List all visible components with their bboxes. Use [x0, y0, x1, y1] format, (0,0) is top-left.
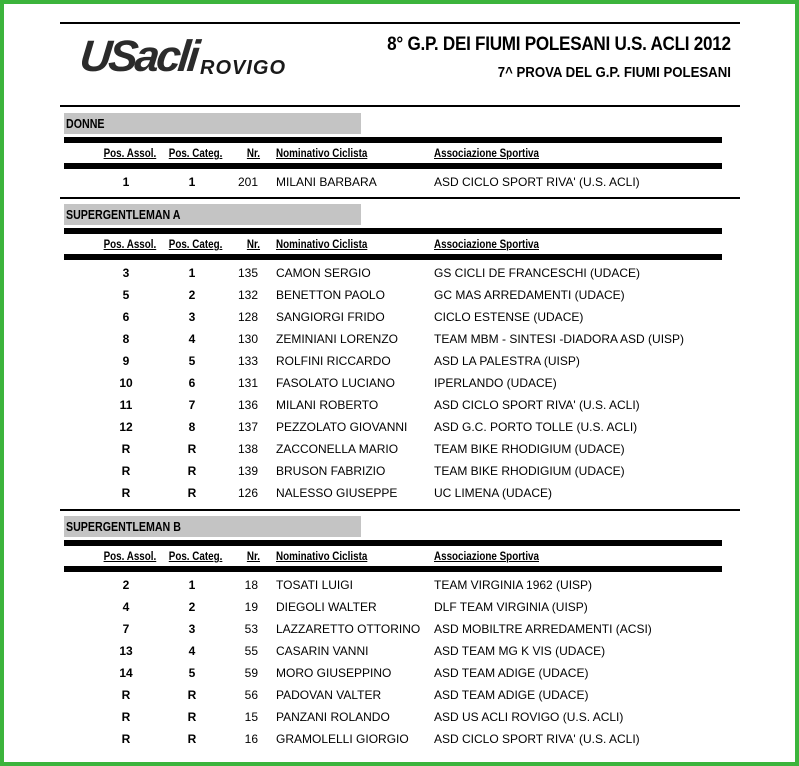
association: GS CICLI DE FRANCESCHI (UDACE) [434, 266, 641, 280]
pos-assol: R [121, 688, 131, 702]
pos-assol: R [121, 464, 131, 478]
pos-categ: 4 [188, 644, 196, 658]
race-number: 15 [244, 710, 258, 724]
association: TEAM BIKE RHODIGIUM (UDACE) [434, 464, 625, 478]
association: ASD TEAM ADIGE (UDACE) [434, 666, 589, 680]
cyclist-name: LAZZARETTO OTTORINO [276, 622, 421, 636]
race-number: 132 [237, 288, 258, 302]
col-associazione: Associazione Sportiva [434, 237, 539, 251]
pos-assol: 11 [119, 398, 133, 412]
race-number: 126 [237, 486, 258, 500]
pos-categ: 1 [188, 578, 196, 592]
race-number: 53 [244, 622, 258, 636]
pos-categ: 7 [188, 398, 196, 412]
pos-categ: 2 [188, 600, 196, 614]
association: TEAM VIRGINIA 1962 (UISP) [434, 578, 593, 592]
race-number: 139 [237, 464, 258, 478]
pos-assol: 8 [122, 332, 130, 346]
cyclist-name: FASOLATO LUCIANO [276, 376, 395, 390]
pos-assol: 4 [122, 600, 130, 614]
association: ASD MOBILTRE ARREDAMENTI (ACSI) [434, 622, 652, 636]
association: ASD US ACLI ROVIGO (U.S. ACLI) [434, 710, 624, 724]
pos-assol: R [121, 732, 131, 746]
col-pos-assol: Pos. Assol. [103, 549, 156, 563]
association: UC LIMENA (UDACE) [434, 486, 553, 500]
association: ASD CICLO SPORT RIVA' (U.S. ACLI) [434, 175, 640, 189]
race-number: 16 [244, 732, 258, 746]
association: TEAM BIKE RHODIGIUM (UDACE) [434, 442, 625, 456]
page-subtitle: 7^ PROVA DEL G.P. FIUMI POLESANI [497, 64, 731, 81]
pos-assol: 13 [119, 644, 133, 658]
association: CICLO ESTENSE (UDACE) [434, 310, 584, 324]
pos-categ: 5 [188, 354, 196, 368]
pos-categ: R [187, 710, 197, 724]
col-pos-assol: Pos. Assol. [103, 237, 156, 251]
col-pos-categ: Pos. Categ. [168, 549, 222, 563]
pos-categ: 1 [188, 175, 196, 189]
pos-assol: 2 [122, 578, 130, 592]
cyclist-name: CAMON SERGIO [276, 266, 371, 280]
association: IPERLANDO (UDACE) [434, 376, 557, 390]
cyclist-name: SANGIORGI FRIDO [276, 310, 385, 324]
pos-assol: 1 [122, 175, 130, 189]
association: ASD LA PALESTRA (UISP) [434, 354, 580, 368]
association: ASD TEAM ADIGE (UDACE) [434, 688, 589, 702]
col-pos-categ: Pos. Categ. [168, 237, 222, 251]
cyclist-name: BRUSON FABRIZIO [276, 464, 386, 478]
pos-categ: R [187, 442, 197, 456]
association: TEAM MBM - SINTESI -DIADORA ASD (UISP) [434, 332, 685, 346]
cyclist-name: MILANI BARBARA [276, 175, 377, 189]
pos-categ: 4 [188, 332, 196, 346]
cyclist-name: PEZZOLATO GIOVANNI [276, 420, 408, 434]
cyclist-name: ZEMINIANI LORENZO [276, 332, 399, 346]
cyclist-name: PADOVAN VALTER [276, 688, 382, 702]
cyclist-name: MORO GIUSEPPINO [276, 666, 392, 680]
cyclist-name: NALESSO GIUSEPPE [276, 486, 398, 500]
race-number: 128 [237, 310, 258, 324]
logo-mark: USacli [77, 32, 200, 81]
race-number: 18 [244, 578, 258, 592]
race-number: 201 [237, 175, 258, 189]
pos-assol: 6 [122, 310, 130, 324]
pos-assol: R [121, 442, 131, 456]
pos-assol: 5 [122, 288, 130, 302]
col-nominativo: Nominativo Ciclista [276, 549, 368, 563]
col-pos-assol: Pos. Assol. [103, 146, 156, 160]
cyclist-name: ROLFINI RICCARDO [276, 354, 391, 368]
race-number: 136 [237, 398, 258, 412]
association: DLF TEAM VIRGINIA (UISP) [434, 600, 588, 614]
pos-assol: 10 [119, 376, 133, 390]
race-number: 138 [237, 442, 258, 456]
association: ASD TEAM MG K VIS (UDACE) [434, 644, 606, 658]
pos-assol: 14 [119, 666, 133, 680]
logo-city: ROVIGO [200, 57, 287, 79]
race-number: 133 [237, 354, 258, 368]
pos-categ: R [187, 732, 197, 746]
pos-categ: R [187, 464, 197, 478]
pos-categ: 2 [188, 288, 196, 302]
col-associazione: Associazione Sportiva [434, 549, 539, 563]
association: GC MAS ARREDAMENTI (UDACE) [434, 288, 625, 302]
cyclist-name: ZACCONELLA MARIO [276, 442, 399, 456]
cyclist-name: DIEGOLI WALTER [276, 600, 377, 614]
association: ASD CICLO SPORT RIVA' (U.S. ACLI) [434, 732, 640, 746]
pos-categ: 3 [188, 310, 196, 324]
pos-categ: 8 [188, 420, 196, 434]
cyclist-name: TOSATI LUIGI [276, 578, 353, 592]
race-number: 135 [237, 266, 258, 280]
col-nr: Nr. [246, 549, 260, 563]
race-number: 130 [237, 332, 258, 346]
race-number: 55 [244, 644, 258, 658]
pos-assol: R [121, 710, 131, 724]
pos-assol: 9 [122, 354, 130, 368]
race-number: 131 [237, 376, 258, 390]
pos-categ: 5 [188, 666, 196, 680]
race-number: 19 [244, 600, 258, 614]
pos-categ: R [187, 688, 197, 702]
col-nr: Nr. [246, 146, 260, 160]
pos-categ: R [187, 486, 197, 500]
race-number: 59 [244, 666, 258, 680]
col-associazione: Associazione Sportiva [434, 146, 539, 160]
race-number: 137 [237, 420, 258, 434]
pos-assol: 7 [122, 622, 130, 636]
cyclist-name: MILANI ROBERTO [276, 398, 379, 412]
pos-assol: 12 [119, 420, 133, 434]
col-nominativo: Nominativo Ciclista [276, 237, 368, 251]
category-label: DONNE [66, 116, 105, 131]
category-label: SUPERGENTLEMAN A [66, 207, 181, 222]
association: ASD CICLO SPORT RIVA' (U.S. ACLI) [434, 398, 640, 412]
cyclist-name: GRAMOLELLI GIORGIO [276, 732, 409, 746]
pos-categ: 3 [188, 622, 196, 636]
page-title: 8° G.P. DEI FIUMI POLESANI U.S. ACLI 2012 [387, 34, 731, 55]
cyclist-name: BENETTON PAOLO [276, 288, 385, 302]
association: ASD G.C. PORTO TOLLE (U.S. ACLI) [434, 420, 638, 434]
cyclist-name: CASARIN VANNI [276, 644, 369, 658]
pos-categ: 6 [188, 376, 196, 390]
pos-categ: 1 [188, 266, 196, 280]
pos-assol: R [121, 486, 131, 500]
col-nr: Nr. [246, 237, 260, 251]
category-label: SUPERGENTLEMAN B [66, 519, 181, 534]
race-number: 56 [244, 688, 258, 702]
col-pos-categ: Pos. Categ. [168, 146, 222, 160]
col-nominativo: Nominativo Ciclista [276, 146, 368, 160]
cyclist-name: PANZANI ROLANDO [276, 710, 390, 724]
pos-assol: 3 [122, 266, 130, 280]
